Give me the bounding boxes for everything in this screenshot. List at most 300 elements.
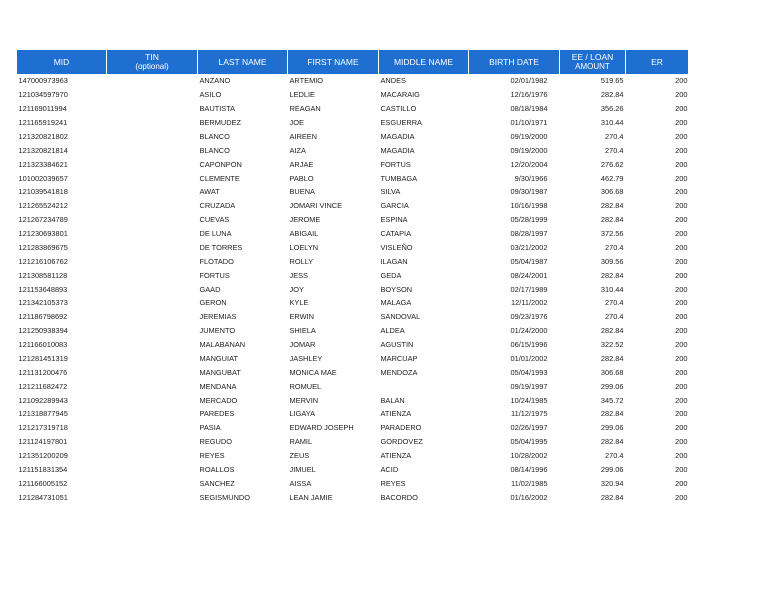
cell-tin[interactable] <box>107 393 198 407</box>
cell-middle-name[interactable]: MALAGA <box>380 298 412 308</box>
table-row[interactable] <box>17 435 689 449</box>
cell-tin[interactable] <box>107 199 198 213</box>
table-row[interactable] <box>17 310 689 324</box>
cell-er[interactable]: 200 <box>675 478 688 488</box>
table-row[interactable] <box>17 213 689 227</box>
cell-ee-loan-amount[interactable]: 282.84 <box>600 90 624 100</box>
cell-er[interactable]: 200 <box>675 201 688 211</box>
column-header-ee-loan-amount[interactable] <box>560 50 626 74</box>
cell-ee-loan-amount[interactable]: 309.56 <box>600 256 624 266</box>
cell-middle-name[interactable]: BOYSON <box>380 284 413 294</box>
cell-birth-date[interactable]: 02/26/1997 <box>510 423 548 433</box>
table-row[interactable] <box>17 282 689 296</box>
column-header-last-name[interactable] <box>198 50 288 74</box>
table-row[interactable] <box>17 241 689 255</box>
cell-ee-loan-amount[interactable]: 310.44 <box>600 118 624 128</box>
table-row[interactable] <box>17 352 689 366</box>
cell-first-name[interactable]: MONICA MAE <box>289 367 337 377</box>
cell-birth-date[interactable]: 09/30/1987 <box>510 187 548 197</box>
cell-mid[interactable]: 121166010083 <box>18 340 68 350</box>
header-label: ER <box>651 56 663 67</box>
cell-first-name[interactable]: ARJAE <box>289 159 314 169</box>
cell-birth-date[interactable]: 01/10/1971 <box>510 118 548 128</box>
cell-er[interactable]: 200 <box>675 326 688 336</box>
cell-mid[interactable]: 121151831354 <box>18 464 68 474</box>
cell-middle-name[interactable]: ANDES <box>380 76 406 86</box>
cell-er[interactable]: 200 <box>675 256 688 266</box>
cell-middle-name[interactable]: ALDEA <box>380 326 405 336</box>
cell-er[interactable]: 200 <box>675 131 688 141</box>
cell-ee-loan-amount[interactable]: 306.68 <box>600 367 624 377</box>
cell-middle-name[interactable]: MAGADIA <box>380 131 415 141</box>
cell-mid[interactable]: 121165919241 <box>18 118 68 128</box>
table-row[interactable] <box>17 379 689 393</box>
cell-last-name[interactable]: BLANCO <box>199 131 230 141</box>
header-label: EE / LOAN <box>571 52 614 62</box>
cell-first-name[interactable]: MERVIN <box>289 395 319 405</box>
cell-last-name[interactable]: MANGUBAT <box>199 367 241 377</box>
table-row[interactable] <box>17 490 689 504</box>
cell-tin[interactable] <box>107 449 198 463</box>
cell-er[interactable]: 200 <box>675 423 688 433</box>
cell-ee-loan-amount[interactable]: 282.84 <box>600 409 624 419</box>
cell-last-name[interactable]: GAAD <box>199 284 221 294</box>
cell-middle-name[interactable]: ACID <box>380 464 399 474</box>
cell-birth-date[interactable]: 06/15/1996 <box>510 340 548 350</box>
cell-first-name[interactable]: ARTEMIO <box>289 76 324 86</box>
cell-birth-date[interactable]: 12/16/1976 <box>510 90 548 100</box>
cell-birth-date[interactable]: 12/20/2004 <box>510 159 548 169</box>
cell-middle-name[interactable]: SANDOVAL <box>380 312 421 322</box>
cell-last-name[interactable]: CUEVAS <box>199 215 230 225</box>
cell-ee-loan-amount[interactable]: 282.84 <box>600 353 624 363</box>
cell-last-name[interactable]: GERON <box>199 298 227 308</box>
cell-middle-name[interactable]: GORDOVEZ <box>380 437 423 447</box>
cell-er[interactable]: 200 <box>675 284 688 294</box>
cell-birth-date[interactable]: 10/28/2002 <box>510 451 548 461</box>
table-row[interactable] <box>17 74 689 88</box>
cell-first-name[interactable]: EDWARD JOSEPH <box>289 423 354 433</box>
cell-birth-date[interactable]: 05/04/1987 <box>510 256 548 266</box>
cell-er[interactable]: 200 <box>675 159 688 169</box>
table-row[interactable] <box>17 324 689 338</box>
cell-er[interactable]: 200 <box>675 395 688 405</box>
cell-last-name[interactable]: REYES <box>199 451 225 461</box>
cell-first-name[interactable]: BUENA <box>289 187 315 197</box>
cell-middle-name[interactable]: BALAN <box>380 395 405 405</box>
cell-mid[interactable]: 121323384621 <box>18 159 68 169</box>
cell-tin[interactable] <box>107 254 198 268</box>
cell-last-name[interactable]: PAREDES <box>199 409 235 419</box>
cell-tin[interactable] <box>107 130 198 144</box>
cell-tin[interactable] <box>107 268 198 282</box>
cell-first-name[interactable]: RAMIL <box>289 437 313 447</box>
cell-first-name[interactable]: ROMUEL <box>289 381 322 391</box>
cell-mid[interactable]: 121166005152 <box>18 478 68 488</box>
cell-tin[interactable] <box>107 74 198 88</box>
cell-last-name[interactable]: SANCHEZ <box>199 478 235 488</box>
column-header-er[interactable] <box>626 50 689 74</box>
cell-first-name[interactable]: PABLO <box>289 173 314 183</box>
cell-mid[interactable]: 121281451319 <box>18 353 68 363</box>
cell-tin[interactable] <box>107 185 198 199</box>
cell-er[interactable]: 200 <box>675 229 688 239</box>
cell-birth-date[interactable]: 08/24/2001 <box>510 270 548 280</box>
table-row[interactable] <box>17 130 689 144</box>
cell-mid[interactable]: 121230693801 <box>18 229 68 239</box>
cell-ee-loan-amount[interactable]: 270.4 <box>605 451 624 461</box>
cell-mid[interactable]: 121092289943 <box>18 395 68 405</box>
cell-ee-loan-amount[interactable]: 299.06 <box>600 381 624 391</box>
cell-middle-name[interactable]: PARADERO <box>380 423 422 433</box>
cell-tin[interactable] <box>107 435 198 449</box>
cell-mid[interactable]: 121320821814 <box>18 145 68 155</box>
column-header-tin[interactable] <box>107 50 198 74</box>
cell-er[interactable]: 200 <box>675 173 688 183</box>
cell-last-name[interactable]: JEREMIAS <box>199 312 237 322</box>
cell-ee-loan-amount[interactable]: 462.79 <box>600 173 624 183</box>
table-body <box>17 74 689 504</box>
cell-middle-name[interactable]: MENDOZA <box>380 367 418 377</box>
cell-mid[interactable]: 121267234789 <box>18 215 68 225</box>
cell-tin[interactable] <box>107 352 198 366</box>
cell-first-name[interactable]: AIREEN <box>289 131 318 141</box>
cell-birth-date[interactable]: 05/04/1993 <box>510 367 548 377</box>
cell-birth-date[interactable]: 10/24/1985 <box>510 395 548 405</box>
table-row[interactable] <box>17 338 689 352</box>
header-label: TIN <box>145 52 159 62</box>
cell-ee-loan-amount[interactable]: 299.06 <box>600 423 624 433</box>
cell-first-name[interactable]: LIGAYA <box>289 409 316 419</box>
header-sublabel: AMOUNT <box>575 62 610 71</box>
column-header-mid[interactable] <box>17 50 107 74</box>
cell-last-name[interactable]: ASILO <box>199 90 222 100</box>
cell-birth-date[interactable]: 9/30/1966 <box>514 173 548 183</box>
cell-first-name[interactable]: AIZA <box>289 145 306 155</box>
cell-first-name[interactable]: JOY <box>289 284 304 294</box>
cell-ee-loan-amount[interactable]: 320.94 <box>600 478 624 488</box>
cell-first-name[interactable]: ZEUS <box>289 451 310 461</box>
cell-mid[interactable]: 121318877945 <box>18 409 68 419</box>
cell-ee-loan-amount[interactable]: 282.84 <box>600 201 624 211</box>
table-row[interactable] <box>17 171 689 185</box>
cell-birth-date[interactable]: 12/11/2002 <box>511 298 548 308</box>
cell-er[interactable]: 200 <box>675 104 688 114</box>
cell-last-name[interactable]: MALABANAN <box>199 340 246 350</box>
cell-tin[interactable] <box>107 421 198 435</box>
cell-first-name[interactable]: ROLLY <box>289 256 314 266</box>
cell-last-name[interactable]: ANZANO <box>199 76 231 86</box>
cell-ee-loan-amount[interactable]: 270.4 <box>605 242 624 252</box>
cell-tin[interactable] <box>107 463 198 477</box>
header-label: MIDDLE NAME <box>393 56 454 67</box>
table-row[interactable] <box>17 463 689 477</box>
cell-last-name[interactable]: SEGISMUNDO <box>199 492 251 502</box>
cell-er[interactable]: 200 <box>675 118 688 128</box>
cell-first-name[interactable]: REAGAN <box>289 104 321 114</box>
cell-tin[interactable] <box>107 310 198 324</box>
cell-last-name[interactable]: BLANCO <box>199 145 230 155</box>
cell-tin[interactable] <box>107 476 198 490</box>
column-header-first-name[interactable] <box>288 50 379 74</box>
cell-mid[interactable]: 121169011994 <box>18 104 67 114</box>
cell-tin[interactable] <box>107 324 198 338</box>
cell-mid[interactable]: 147000973963 <box>18 76 68 86</box>
cell-middle-name[interactable] <box>379 379 469 393</box>
table-row[interactable] <box>17 199 689 213</box>
cell-middle-name[interactable]: REYES <box>380 478 406 488</box>
cell-last-name[interactable]: BERMUDEZ <box>199 118 241 128</box>
cell-birth-date[interactable]: 09/19/1997 <box>510 381 548 391</box>
cell-last-name[interactable]: CRUZADA <box>199 201 236 211</box>
cell-mid[interactable]: 121124197801 <box>18 437 68 447</box>
cell-last-name[interactable]: MENDANA <box>199 381 237 391</box>
header-label: BIRTH DATE <box>489 56 539 67</box>
cell-ee-loan-amount[interactable]: 282.84 <box>600 437 624 447</box>
cell-birth-date[interactable]: 02/17/1989 <box>510 284 548 294</box>
cell-last-name[interactable]: MANGUIAT <box>199 353 238 363</box>
cell-tin[interactable] <box>107 116 198 130</box>
cell-tin[interactable] <box>107 227 198 241</box>
table-row[interactable] <box>17 143 689 157</box>
cell-last-name[interactable]: FORTUS <box>199 270 230 280</box>
table-row[interactable] <box>17 185 689 199</box>
cell-er[interactable]: 200 <box>675 298 688 308</box>
cell-last-name[interactable]: DE LUNA <box>199 229 232 239</box>
cell-birth-date[interactable]: 10/16/1998 <box>510 201 548 211</box>
cell-mid[interactable]: 121283869675 <box>18 242 68 252</box>
cell-middle-name[interactable]: BACORDO <box>380 492 418 502</box>
cell-first-name[interactable]: ERWIN <box>289 312 314 322</box>
cell-middle-name[interactable]: TUMBAGA <box>380 173 418 183</box>
cell-er[interactable]: 200 <box>675 409 688 419</box>
header-label: MID <box>53 56 70 67</box>
cell-er[interactable]: 200 <box>675 76 688 86</box>
cell-birth-date[interactable]: 08/28/1997 <box>510 229 548 239</box>
cell-ee-loan-amount[interactable]: 270.4 <box>605 312 624 322</box>
cell-tin[interactable] <box>107 213 198 227</box>
contribution-sheet <box>16 50 688 504</box>
cell-first-name[interactable]: JOE <box>289 118 304 128</box>
cell-birth-date[interactable]: 01/16/2002 <box>510 492 548 502</box>
cell-mid[interactable]: 121039541818 <box>18 187 68 197</box>
cell-first-name[interactable]: JIMUEL <box>289 464 316 474</box>
cell-first-name[interactable]: JEROME <box>289 215 321 225</box>
cell-middle-name[interactable]: SILVA <box>380 187 401 197</box>
cell-mid[interactable]: 121186798692 <box>18 312 68 322</box>
cell-middle-name[interactable]: GEDA <box>380 270 402 280</box>
cell-er[interactable]: 200 <box>675 90 688 100</box>
cell-er[interactable]: 200 <box>675 451 688 461</box>
cell-tin[interactable] <box>107 143 198 157</box>
cell-tin[interactable] <box>107 365 198 379</box>
cell-birth-date[interactable]: 08/18/1984 <box>510 104 548 114</box>
cell-tin[interactable] <box>107 241 198 255</box>
column-header-middle-name[interactable] <box>379 50 469 74</box>
cell-middle-name[interactable]: GARCIA <box>380 201 409 211</box>
cell-mid[interactable]: 121308581128 <box>18 270 68 280</box>
cell-er[interactable]: 200 <box>675 437 688 447</box>
table-row[interactable] <box>17 296 689 310</box>
cell-middle-name[interactable]: CATAPIA <box>380 229 412 239</box>
cell-last-name[interactable]: JUMENTO <box>199 326 236 336</box>
cell-birth-date[interactable]: 09/19/2000 <box>510 131 548 141</box>
cell-first-name[interactable]: JOMARI VINCE <box>289 201 343 211</box>
cell-er[interactable]: 200 <box>675 215 688 225</box>
table-row[interactable] <box>17 157 689 171</box>
cell-first-name[interactable]: LEAN JAMIE <box>289 492 333 502</box>
cell-birth-date[interactable]: 02/01/1982 <box>510 76 548 86</box>
table-row[interactable] <box>17 254 689 268</box>
cell-first-name[interactable]: KYLE <box>289 298 309 308</box>
cell-tin[interactable] <box>107 88 198 102</box>
cell-er[interactable]: 200 <box>675 381 688 391</box>
cell-tin[interactable] <box>107 338 198 352</box>
cell-middle-name[interactable]: CASTILLO <box>380 104 417 114</box>
cell-last-name[interactable]: DE TORRES <box>199 242 243 252</box>
cell-ee-loan-amount[interactable]: 322.52 <box>600 340 624 350</box>
cell-mid[interactable]: 121211682472 <box>18 381 68 391</box>
cell-birth-date[interactable]: 05/04/1995 <box>510 437 548 447</box>
cell-tin[interactable] <box>107 157 198 171</box>
cell-first-name[interactable]: LOELYN <box>289 242 319 252</box>
table-row[interactable] <box>17 407 689 421</box>
cell-mid[interactable]: 121034597970 <box>18 90 68 100</box>
cell-mid[interactable]: 121216106762 <box>18 256 68 266</box>
table-row[interactable] <box>17 365 689 379</box>
cell-first-name[interactable]: JESS <box>289 270 308 280</box>
cell-first-name[interactable]: JOMAR <box>289 340 316 350</box>
cell-er[interactable]: 200 <box>675 340 688 350</box>
cell-birth-date[interactable]: 03/21/2002 <box>510 242 548 252</box>
cell-last-name[interactable]: ROALLOS <box>199 464 235 474</box>
cell-middle-name[interactable]: ESGUERRA <box>380 118 422 128</box>
table-row[interactable] <box>17 227 689 241</box>
cell-middle-name[interactable]: FORTUS <box>380 159 411 169</box>
cell-ee-loan-amount[interactable]: 270.4 <box>605 131 624 141</box>
cell-ee-loan-amount[interactable]: 276.62 <box>600 159 624 169</box>
cell-last-name[interactable]: CAPONPON <box>199 159 242 169</box>
cell-first-name[interactable]: ABIGAIL <box>289 229 319 239</box>
table-row[interactable] <box>17 268 689 282</box>
column-header-birth-date[interactable] <box>469 50 560 74</box>
cell-middle-name[interactable]: VISLEÑO <box>380 242 413 252</box>
cell-ee-loan-amount[interactable]: 306.68 <box>600 187 624 197</box>
cell-er[interactable]: 200 <box>675 187 688 197</box>
cell-er[interactable]: 200 <box>675 464 688 474</box>
cell-birth-date[interactable]: 09/19/2000 <box>510 145 548 155</box>
cell-mid[interactable]: 121284731051 <box>18 492 68 502</box>
cell-middle-name[interactable]: ATIENZA <box>380 409 412 419</box>
cell-last-name[interactable]: CLEMENTE <box>199 173 240 183</box>
cell-er[interactable]: 200 <box>675 145 688 155</box>
cell-first-name[interactable]: AISSA <box>289 478 312 488</box>
cell-er[interactable]: 200 <box>675 492 688 502</box>
cell-ee-loan-amount[interactable]: 270.4 <box>605 298 624 308</box>
cell-er[interactable]: 200 <box>675 353 688 363</box>
cell-birth-date[interactable]: 09/23/1976 <box>510 312 548 322</box>
cell-ee-loan-amount[interactable]: 282.84 <box>600 270 624 280</box>
cell-middle-name[interactable]: AGUSTIN <box>380 340 414 350</box>
cell-birth-date[interactable]: 05/28/1999 <box>510 215 548 225</box>
cell-mid[interactable]: 121351200209 <box>18 451 68 461</box>
cell-ee-loan-amount[interactable]: 310.44 <box>600 284 624 294</box>
cell-birth-date[interactable]: 08/14/1996 <box>510 464 548 474</box>
cell-mid[interactable]: 121265524212 <box>18 201 68 211</box>
cell-last-name[interactable]: REGUDO <box>199 437 232 447</box>
cell-tin[interactable] <box>107 407 198 421</box>
table-row[interactable] <box>17 88 689 102</box>
cell-middle-name[interactable]: MARCUAP <box>380 353 418 363</box>
cell-middle-name[interactable]: MAGADIA <box>380 145 415 155</box>
table-row[interactable] <box>17 102 689 116</box>
cell-middle-name[interactable]: ILAGAN <box>380 256 408 266</box>
cell-tin[interactable] <box>107 282 198 296</box>
cell-birth-date[interactable]: 01/01/2002 <box>510 353 548 363</box>
cell-ee-loan-amount[interactable]: 282.84 <box>600 215 624 225</box>
cell-last-name[interactable]: AWAT <box>199 187 220 197</box>
cell-tin[interactable] <box>107 102 198 116</box>
cell-mid[interactable]: 121217319718 <box>18 423 68 433</box>
cell-first-name[interactable]: SHIELA <box>289 326 316 336</box>
cell-er[interactable]: 200 <box>675 270 688 280</box>
cell-middle-name[interactable]: ATIENZA <box>380 451 412 461</box>
table-row[interactable] <box>17 116 689 130</box>
cell-er[interactable]: 200 <box>675 242 688 252</box>
cell-last-name[interactable]: BAUTISTA <box>199 104 236 114</box>
cell-tin[interactable] <box>107 379 198 393</box>
contribution-table <box>16 50 689 504</box>
table-row[interactable] <box>17 476 689 490</box>
cell-ee-loan-amount[interactable]: 372.56 <box>600 229 624 239</box>
cell-first-name[interactable]: LEDLIE <box>289 90 315 100</box>
cell-mid[interactable]: 121153648893 <box>18 284 68 294</box>
cell-er[interactable]: 200 <box>675 312 688 322</box>
cell-ee-loan-amount[interactable]: 356.26 <box>600 104 624 114</box>
header-label: LAST NAME <box>218 56 267 67</box>
cell-birth-date[interactable]: 11/02/1985 <box>511 478 548 488</box>
header-sublabel: (optional) <box>135 62 169 71</box>
cell-middle-name[interactable]: ESPINA <box>380 215 408 225</box>
cell-mid[interactable]: 121342105373 <box>18 298 68 308</box>
cell-tin[interactable] <box>107 490 198 504</box>
table-row[interactable] <box>17 449 689 463</box>
table-row[interactable] <box>17 421 689 435</box>
cell-ee-loan-amount[interactable]: 345.72 <box>600 395 624 405</box>
cell-er[interactable]: 200 <box>675 367 688 377</box>
cell-birth-date[interactable]: 11/12/1975 <box>511 409 548 419</box>
cell-last-name[interactable]: MERCADO <box>199 395 238 405</box>
cell-mid[interactable]: 101002039657 <box>18 173 68 183</box>
cell-ee-loan-amount[interactable]: 282.84 <box>600 492 624 502</box>
cell-birth-date[interactable]: 01/24/2000 <box>510 326 548 336</box>
cell-ee-loan-amount[interactable]: 299.06 <box>600 464 624 474</box>
cell-tin[interactable] <box>107 171 198 185</box>
cell-tin[interactable] <box>107 296 198 310</box>
cell-last-name[interactable]: FLOTADO <box>199 256 234 266</box>
table-header-row <box>17 50 689 74</box>
cell-last-name[interactable]: PASIA <box>199 423 221 433</box>
cell-ee-loan-amount[interactable]: 270.4 <box>605 145 624 155</box>
table-row[interactable] <box>17 393 689 407</box>
cell-ee-loan-amount[interactable]: 519.65 <box>600 76 624 86</box>
cell-mid[interactable]: 121131200476 <box>18 367 68 377</box>
cell-mid[interactable]: 121320821802 <box>18 131 68 141</box>
cell-first-name[interactable]: JASHLEY <box>289 353 323 363</box>
cell-mid[interactable]: 121250938394 <box>18 326 68 336</box>
cell-middle-name[interactable]: MACARAIG <box>380 90 420 100</box>
cell-ee-loan-amount[interactable]: 282.84 <box>600 326 624 336</box>
